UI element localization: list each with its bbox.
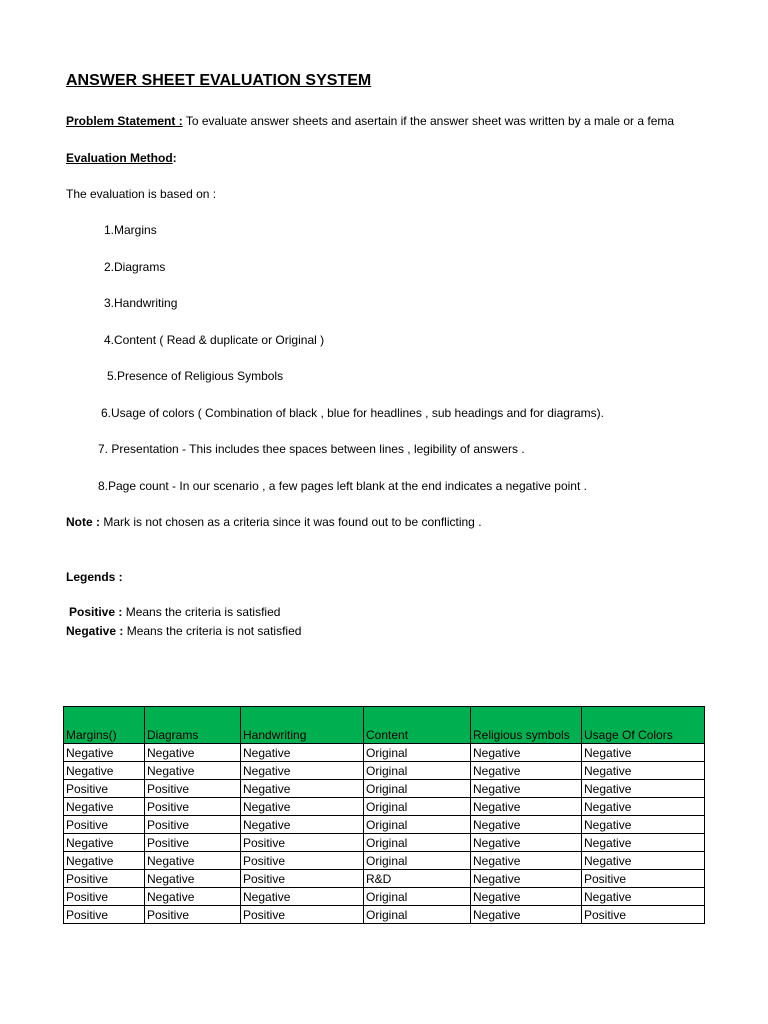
legend-positive [69, 605, 280, 619]
table-cell: Negative [582, 744, 705, 762]
table-cell: Original [364, 762, 471, 780]
table-cell: Negative [241, 816, 364, 834]
table-row [64, 852, 705, 870]
problem-statement-label: Problem Statement : [66, 114, 183, 128]
table-cell: Negative [64, 744, 145, 762]
table-row [64, 762, 705, 780]
table-cell: Positive [64, 870, 145, 888]
table-cell: Positive [241, 852, 364, 870]
table-cell: Original [364, 852, 471, 870]
table-cell: Negative [582, 780, 705, 798]
evaluation-table-header [64, 707, 705, 744]
legend-negative-label: Negative : [66, 624, 124, 638]
table-row [64, 888, 705, 906]
evaluation-method-heading [66, 151, 177, 165]
evaluation-method-label: Evaluation Method [66, 151, 173, 165]
table-cell: Positive [145, 906, 241, 924]
table-cell: Positive [64, 780, 145, 798]
header-row [64, 707, 705, 744]
legends-heading: Legends : [66, 570, 123, 584]
table-cell: Positive [145, 798, 241, 816]
note [66, 515, 482, 529]
table-row [64, 798, 705, 816]
header-cell-diagrams: Diagrams [145, 707, 241, 744]
criteria-item-content: 4.Content ( Read & duplicate or Original ) [104, 333, 325, 347]
table-cell: Negative [471, 816, 582, 834]
evaluation-table [63, 706, 705, 924]
table-cell: Negative [241, 798, 364, 816]
header-cell-usage-of-colors: Usage Of Colors [582, 707, 705, 744]
table-cell: Negative [471, 780, 582, 798]
table-cell: Negative [145, 744, 241, 762]
evaluation-table-body [64, 744, 705, 924]
table-cell: Positive [582, 870, 705, 888]
table-cell: Positive [145, 816, 241, 834]
table-cell: Negative [145, 852, 241, 870]
table-cell: Negative [64, 762, 145, 780]
header-cell-handwriting: Handwriting [241, 707, 364, 744]
legend-positive-text: Means the criteria is satisfied [122, 605, 281, 619]
criteria-item-religious-symbols: 5.Presence of Religious Symbols [107, 369, 284, 383]
table-cell: Positive [145, 780, 241, 798]
table-cell: Negative [471, 888, 582, 906]
header-cell-religious-symbols: Religious symbols [471, 707, 582, 744]
table-cell: Negative [471, 798, 582, 816]
evaluation-method-colon: : [172, 151, 177, 165]
table-cell: Negative [471, 852, 582, 870]
table-cell: Negative [582, 816, 705, 834]
table-cell: Negative [64, 798, 145, 816]
table-cell: Negative [582, 798, 705, 816]
table-cell: Original [364, 906, 471, 924]
table-cell: Negative [582, 762, 705, 780]
table-cell: Original [364, 744, 471, 762]
table-cell: Negative [64, 852, 145, 870]
table-cell: Original [364, 798, 471, 816]
table-cell: Negative [145, 888, 241, 906]
table-row [64, 870, 705, 888]
table-cell: Negative [471, 870, 582, 888]
table-row [64, 906, 705, 924]
criteria-item-margins: 1.Margins [104, 223, 157, 237]
table-cell: Positive [145, 834, 241, 852]
criteria-item-usage-of-colors: 6.Usage of colors ( Combination of black , blue for headlines , sub headings and for diagrams). [101, 406, 604, 420]
table-cell: Original [364, 888, 471, 906]
table-cell: Negative [471, 906, 582, 924]
document-title: ANSWER SHEET EVALUATION SYSTEM [66, 72, 372, 89]
table-cell: Negative [241, 762, 364, 780]
table-cell: Positive [64, 906, 145, 924]
note-label: Note : [66, 515, 100, 529]
table-cell: Negative [145, 870, 241, 888]
table-cell: Positive [582, 906, 705, 924]
table-cell: Original [364, 834, 471, 852]
table-row [64, 744, 705, 762]
note-text: Mark is not chosen as a criteria since it was found out to be conflicting . [100, 515, 482, 529]
table-cell: Negative [471, 762, 582, 780]
legend-negative-text: Means the criteria is not satisfied [123, 624, 302, 638]
header-cell-content: Content [364, 707, 471, 744]
table-cell: Negative [582, 888, 705, 906]
criteria-item-page-count: 8.Page count - In our scenario , a few pages left blank at the end indicates a negative point . [98, 479, 587, 493]
legend-positive-label: Positive : [69, 605, 123, 619]
table-cell: Negative [64, 834, 145, 852]
header-cell-margins: Margins() [64, 707, 145, 744]
table-cell: Positive [241, 834, 364, 852]
criteria-item-presentation: 7. Presentation - This includes thee spaces between lines , legibility of answers . [98, 442, 525, 456]
table-cell: Negative [241, 744, 364, 762]
table-cell: Negative [145, 762, 241, 780]
evaluation-intro: The evaluation is based on : [66, 187, 217, 201]
table-cell: Original [364, 780, 471, 798]
table-cell: Negative [471, 834, 582, 852]
problem-statement [66, 114, 674, 128]
table-cell: Positive [241, 870, 364, 888]
table-row [64, 834, 705, 852]
table-cell: Negative [241, 780, 364, 798]
table-row [64, 816, 705, 834]
table-cell: Positive [241, 906, 364, 924]
table-cell: Negative [241, 888, 364, 906]
legend-negative [66, 624, 301, 638]
problem-statement-text: To evaluate answer sheets and asertain if the answer sheet was written by a male or a fema [182, 114, 675, 128]
table-row [64, 780, 705, 798]
criteria-item-handwriting: 3.Handwriting [104, 296, 178, 310]
criteria-item-diagrams: 2.Diagrams [104, 260, 166, 274]
table-cell: Negative [582, 852, 705, 870]
table-cell: Positive [64, 888, 145, 906]
table-cell: R&D [364, 870, 471, 888]
table-cell: Original [364, 816, 471, 834]
table-cell: Positive [64, 816, 145, 834]
table-cell: Negative [582, 834, 705, 852]
table-cell: Negative [471, 744, 582, 762]
